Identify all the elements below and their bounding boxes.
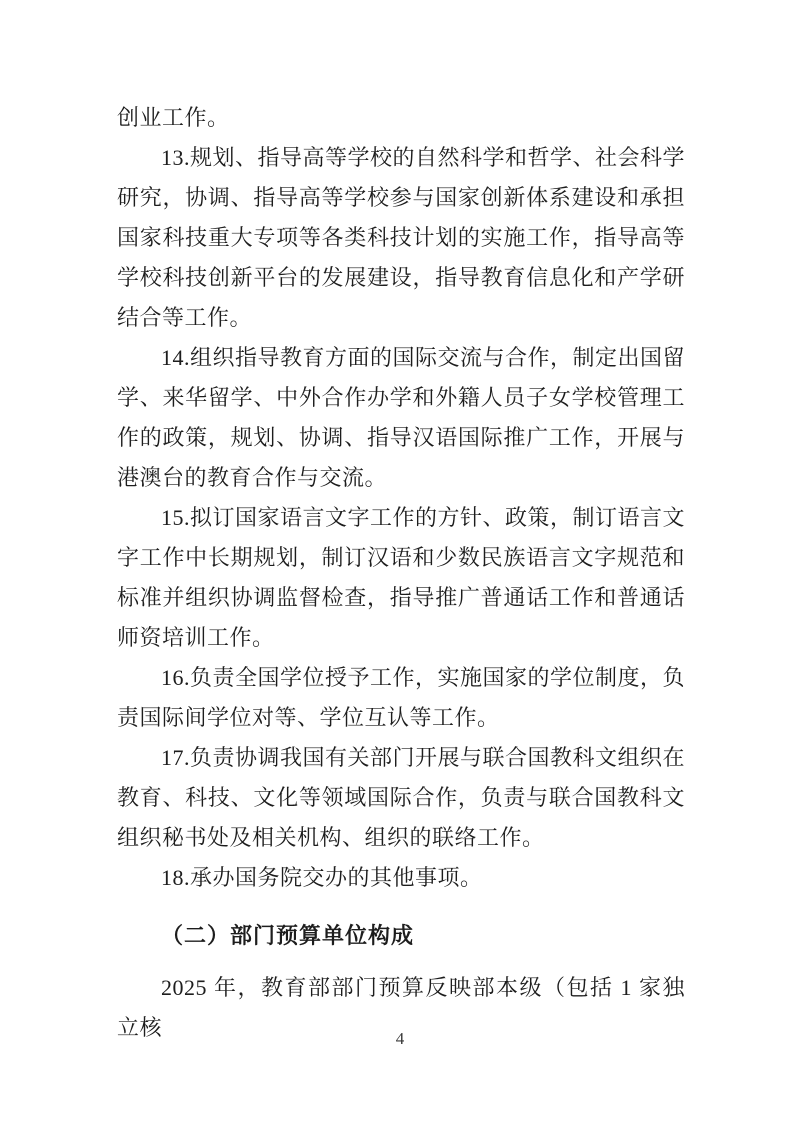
duty-item-17: 17.负责协调我国有关部门开展与联合国教科文组织在教育、科技、文化等领域国际合作，负责与联合国教科文组织秘书处及相关机构、组织的联络工作。 xyxy=(117,745,686,850)
section-heading-budget-unit-composition: （二）部门预算单位构成 xyxy=(161,923,415,948)
page-number: 4 xyxy=(395,1029,405,1048)
duty-item-14: 14.组织指导教育方面的国际交流与合作，制定出国留学、来华留学、中外合作办学和外籍人员子女学校管理工作的政策，规划、协调、指导汉语国际推广工作，开展与港澳台的教育合作与交流。 xyxy=(117,345,686,490)
duty-item-16: 16.负责全国学位授予工作，实施国家的学位制度，负责国际间学位对等、学位互认等工作。 xyxy=(117,665,686,730)
duty-item-15: 15.拟订国家语言文字工作的方针、政策，制订语言文字工作中长期规划，制订汉语和少数民族语言文字规范和标准并组织协调监督检查，指导推广普通话工作和普通话师资培训工作。 xyxy=(117,505,686,650)
budget-intro-paragraph: 2025 年，教育部部门预算反映部本级（包括 1 家独立核 xyxy=(117,975,685,1040)
duty-item-13: 13.规划、指导高等学校的自然科学和哲学、社会科学研究，协调、指导高等学校参与国家创新体系建设和承担国家科技重大专项等各类科技计划的实施工作，指导高等学校科技创新平台的发展建设，指导教育信息化和产学研结合等工作。 xyxy=(117,145,686,330)
document-body xyxy=(117,98,685,1048)
paragraph-continuation: 创业工作。 xyxy=(117,105,230,130)
duty-item-18: 18.承办国务院交办的其他事项。 xyxy=(161,865,483,890)
